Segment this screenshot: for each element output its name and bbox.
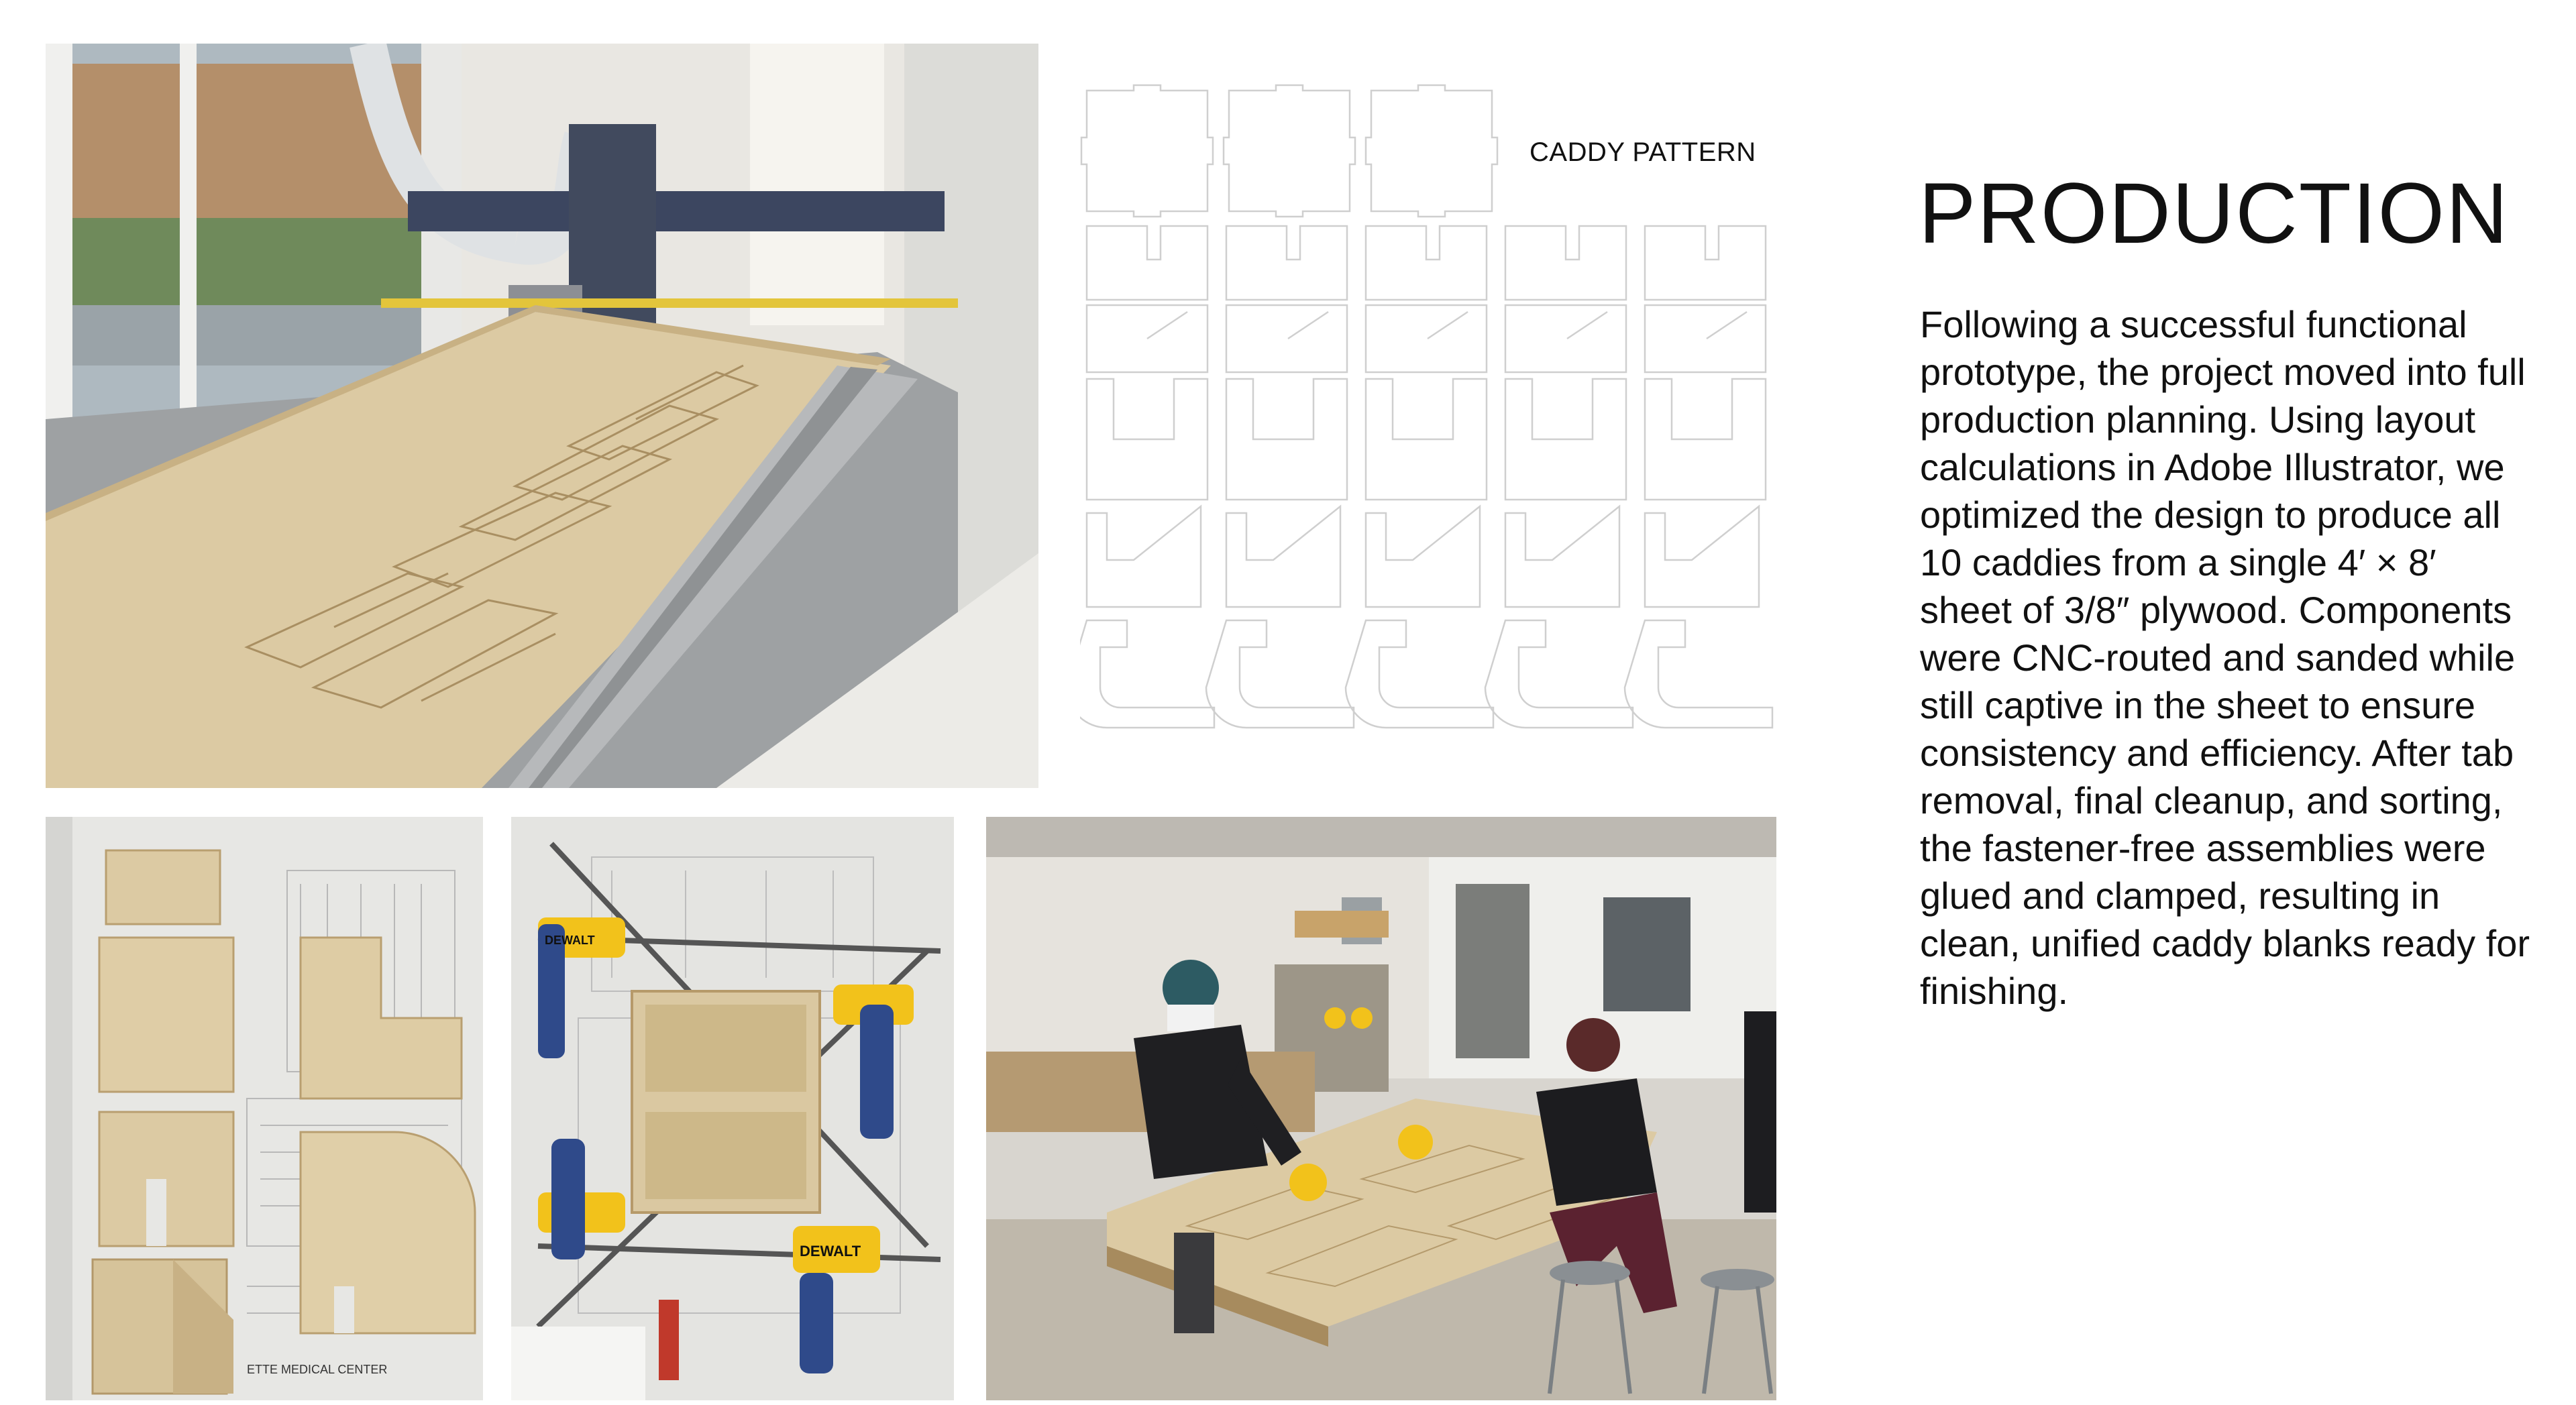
caddy-pattern-svg (1080, 84, 1778, 731)
pattern-label: CADDY PATTERN (1529, 137, 1756, 167)
body-paragraph: Following a successful functional prototype, the project moved into full production planning. Using layout calculations in Adobe Illustrator, we optimized the design to produce all 10 caddies from a single 4′ × 8′ sheet of 3/8″ plywood. Components were CNC-routed and sanded while still captive in the sheet to ensure consistency and efficiency. After tab removal, final cleanup, and sorting, the fastener-free assemblies were glued and clamped, resulting in clean, unified caddy blanks ready for finishing. (1920, 303, 2530, 1012)
clamp-brand-text-2: DEWALT (545, 934, 595, 947)
caddy-pattern-drawing (1080, 84, 1778, 731)
section-title: PRODUCTION (1919, 166, 2510, 262)
pattern-row-2 (1087, 226, 1766, 300)
pattern-row-5 (1087, 506, 1759, 607)
pattern-row-6 (1080, 620, 1772, 728)
cnc-router-photo (46, 44, 1038, 788)
pattern-row-3 (1087, 305, 1766, 372)
components-photo (46, 817, 483, 1400)
drawing-text: ETTE MEDICAL CENTER (247, 1363, 388, 1376)
pattern-row-1 (1081, 85, 1497, 217)
clamped-caddy-photo (511, 817, 954, 1400)
sanding-photo (986, 817, 1776, 1400)
clamp-brand-text: DEWALT (800, 1243, 861, 1259)
pattern-row-4 (1087, 379, 1766, 500)
